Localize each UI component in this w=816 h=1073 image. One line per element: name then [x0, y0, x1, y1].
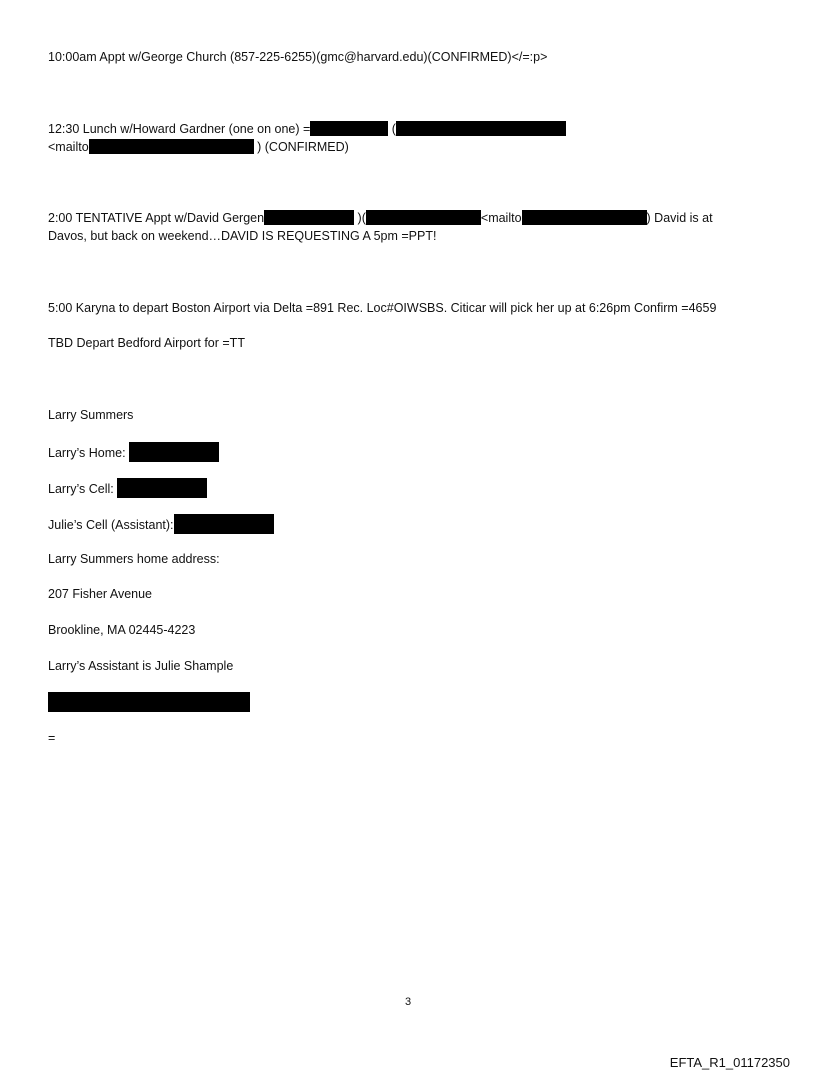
- contact-city-text: Brookline, MA 02445-4223: [48, 623, 196, 637]
- contact-name: [48, 406, 133, 424]
- contact-name-text: Larry Summers: [48, 408, 134, 422]
- contact-home-label: Larry’s Home:: [48, 446, 130, 460]
- entry-karyna-text: 5:00 Karyna to depart Boston Airport via Delta =891 Rec. Loc#OIWSBS. Citicar will pick her up at 6:26pm Confirm =4659: [48, 301, 717, 315]
- entry-gergen-note-cont: Davos, but back on weekend…DAVID IS REQUESTING A 5pm =PPT!: [48, 229, 437, 243]
- redaction-box: [129, 442, 219, 462]
- redaction-box: [264, 210, 354, 225]
- redaction-box: [310, 121, 388, 136]
- entry-gergen-note: ) David is at: [646, 211, 713, 225]
- equals-text: =: [48, 731, 56, 745]
- contact-city: [48, 621, 195, 639]
- entry-gardner-text: 12:30 Lunch w/Howard Gardner (one on one) =: [48, 122, 311, 136]
- page-number: 3: [404, 996, 412, 1008]
- contact-cell-label: Larry’s Cell:: [48, 482, 118, 496]
- entry-gergen: [48, 209, 713, 227]
- redaction-box: [89, 139, 254, 154]
- redaction-box: [522, 210, 647, 225]
- entry-gergen-paren: )(: [354, 211, 366, 225]
- entry-gergen-mailto: <mailto: [480, 211, 522, 225]
- contact-street: [48, 585, 152, 603]
- document-id: EFTA_R1_01172350: [669, 1055, 790, 1070]
- entry-church: [48, 48, 547, 66]
- contact-street-text: 207 Fisher Avenue: [48, 587, 153, 601]
- entry-gardner-status: ) (CONFIRMED): [253, 140, 349, 154]
- entry-bedford: [48, 334, 245, 352]
- entry-karyna: [48, 299, 716, 317]
- contact-assistant: [48, 657, 233, 675]
- contact-assistant-cell: [48, 514, 274, 534]
- contact-address-label-text: Larry Summers home address:: [48, 552, 220, 566]
- contact-assistant-text: Larry’s Assistant is Julie Shample: [48, 659, 234, 673]
- contact-cell: [48, 478, 207, 498]
- contact-assistant-cell-label: Julie’s Cell (Assistant):: [48, 518, 174, 532]
- entry-church-text: 10:00am Appt w/George Church (857-225-6255)(gmc@harvard.edu)(CONFIRMED)</=:p>: [48, 50, 548, 64]
- entry-gardner: [48, 120, 566, 138]
- entry-gardner-paren: (: [388, 122, 396, 136]
- redacted-line: [48, 692, 250, 712]
- redaction-box: [48, 692, 250, 712]
- redaction-box: [366, 210, 481, 225]
- contact-home: [48, 442, 219, 462]
- redaction-box: [396, 121, 566, 136]
- entry-gergen-cont: [48, 227, 436, 245]
- equals-line: [48, 729, 55, 747]
- entry-bedford-text: TBD Depart Bedford Airport for =TT: [48, 336, 245, 350]
- entry-gergen-text: 2:00 TENTATIVE Appt w/David Gergen: [48, 211, 265, 225]
- redaction-box: [174, 514, 274, 534]
- contact-address-label: [48, 550, 220, 568]
- entry-gardner-cont: [48, 138, 349, 156]
- redaction-box: [117, 478, 207, 498]
- entry-gardner-mailto: <mailto: [48, 140, 89, 154]
